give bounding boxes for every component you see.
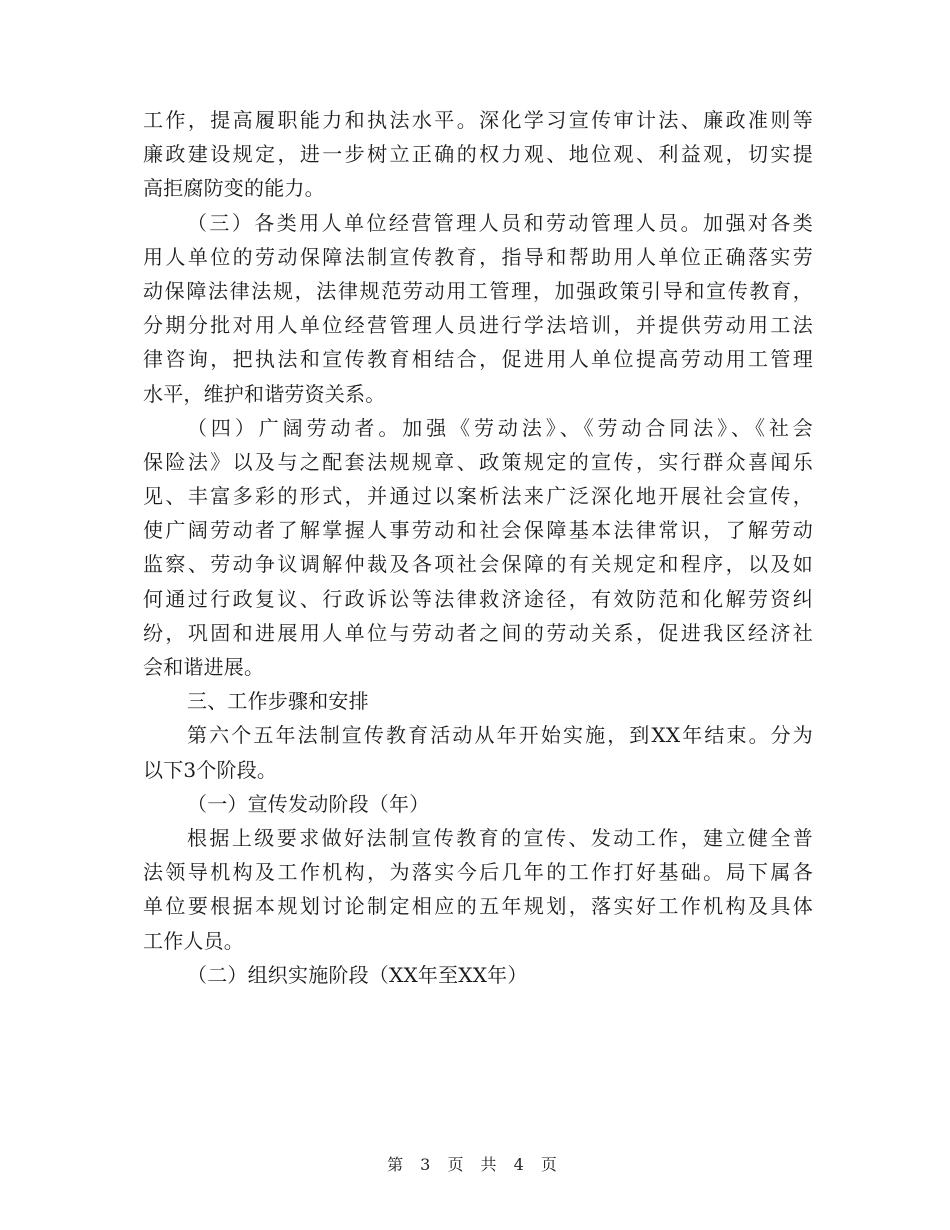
paragraph: [143, 103, 813, 206]
paragraph: [143, 821, 813, 958]
text-line: 法领导机构及工作机构，为落实今后几年的工作打好基础。局下属各: [143, 860, 813, 885]
text-line: 律咨询，把执法和宣传教育相结合，促进用人单位提高劳动用工管理: [143, 347, 813, 372]
text-line: 监察、劳动争议调解仲裁及各项社会保障的有关规定和程序，以及如: [143, 552, 813, 577]
subsection-title: （二）组织实施阶段（XX年至XX年）: [187, 962, 528, 987]
text-line: 分期分批对用人单位经营管理人员进行学法培训，并提供劳动用工法: [143, 313, 813, 338]
section-title: 三、工作步骤和安排: [187, 689, 369, 714]
text-line: （三）各类用人单位经营管理人员和劳动管理人员。加强对各类: [187, 210, 813, 235]
text-line: 高拒腐防变的能力。: [143, 176, 325, 201]
text-line: 见、丰富多彩的形式，并通过以案析法来广泛深化地开展社会宣传，: [143, 484, 813, 509]
text-line: 纷，巩固和进展用人单位与劳动者之间的劳动关系，促进我区经济社: [143, 620, 813, 645]
text-line: （四）广阔劳动者。加强《劳动法》、《劳动合同法》、《社会: [187, 415, 813, 440]
subsection-title: （一）宣传发动阶段（年）: [187, 791, 430, 816]
text-line: 保险法》以及与之配套法规规章、政策规定的宣传，实行群众喜闻乐: [143, 449, 813, 474]
text-line: 工作人员。: [143, 928, 244, 953]
text-line: 廉政建设规定，进一步树立正确的权力观、地位观、利益观，切实提: [143, 142, 813, 167]
text-line: 工作，提高履职能力和执法水平。深化学习宣传审计法、廉政准则等: [143, 108, 813, 132]
paragraph: [143, 718, 813, 786]
text-line: 单位要根据本规划讨论制定相应的五年规划，落实好工作机构及具体: [143, 894, 813, 919]
page-number-footer: 第 3 页 共 4 页: [387, 1155, 563, 1174]
paragraph: [143, 206, 813, 411]
text-line: 使广阔劳动者了解掌握人事劳动和社会保障基本法律常识，了解劳动: [143, 518, 813, 543]
text-line: 以下3个阶段。: [143, 757, 278, 782]
text-line: 第六个五年法制宣传教育活动从年开始实施，到XX年结束。分为: [187, 723, 813, 748]
text-line: 水平，维护和谐劳资关系。: [143, 381, 386, 406]
subsection-heading: [143, 958, 813, 992]
paragraph: [143, 411, 813, 685]
section-heading: [143, 684, 813, 718]
subsection-heading: [143, 787, 813, 821]
text-line: 动保障法律法规，法律规范劳动用工管理，加强政策引导和宣传教育，: [143, 278, 813, 303]
text-line: 用人单位的劳动保障法制宣传教育，指导和帮助用人单位正确落实劳: [143, 244, 813, 269]
text-line: 会和谐进展。: [143, 655, 265, 679]
text-line: 何通过行政复议、行政诉讼等法律救济途径，有效防范和化解劳资纠: [143, 586, 813, 611]
text-line: 根据上级要求做好法制宣传教育的宣传、发动工作，建立健全普: [187, 825, 813, 850]
document-body: [143, 103, 813, 992]
